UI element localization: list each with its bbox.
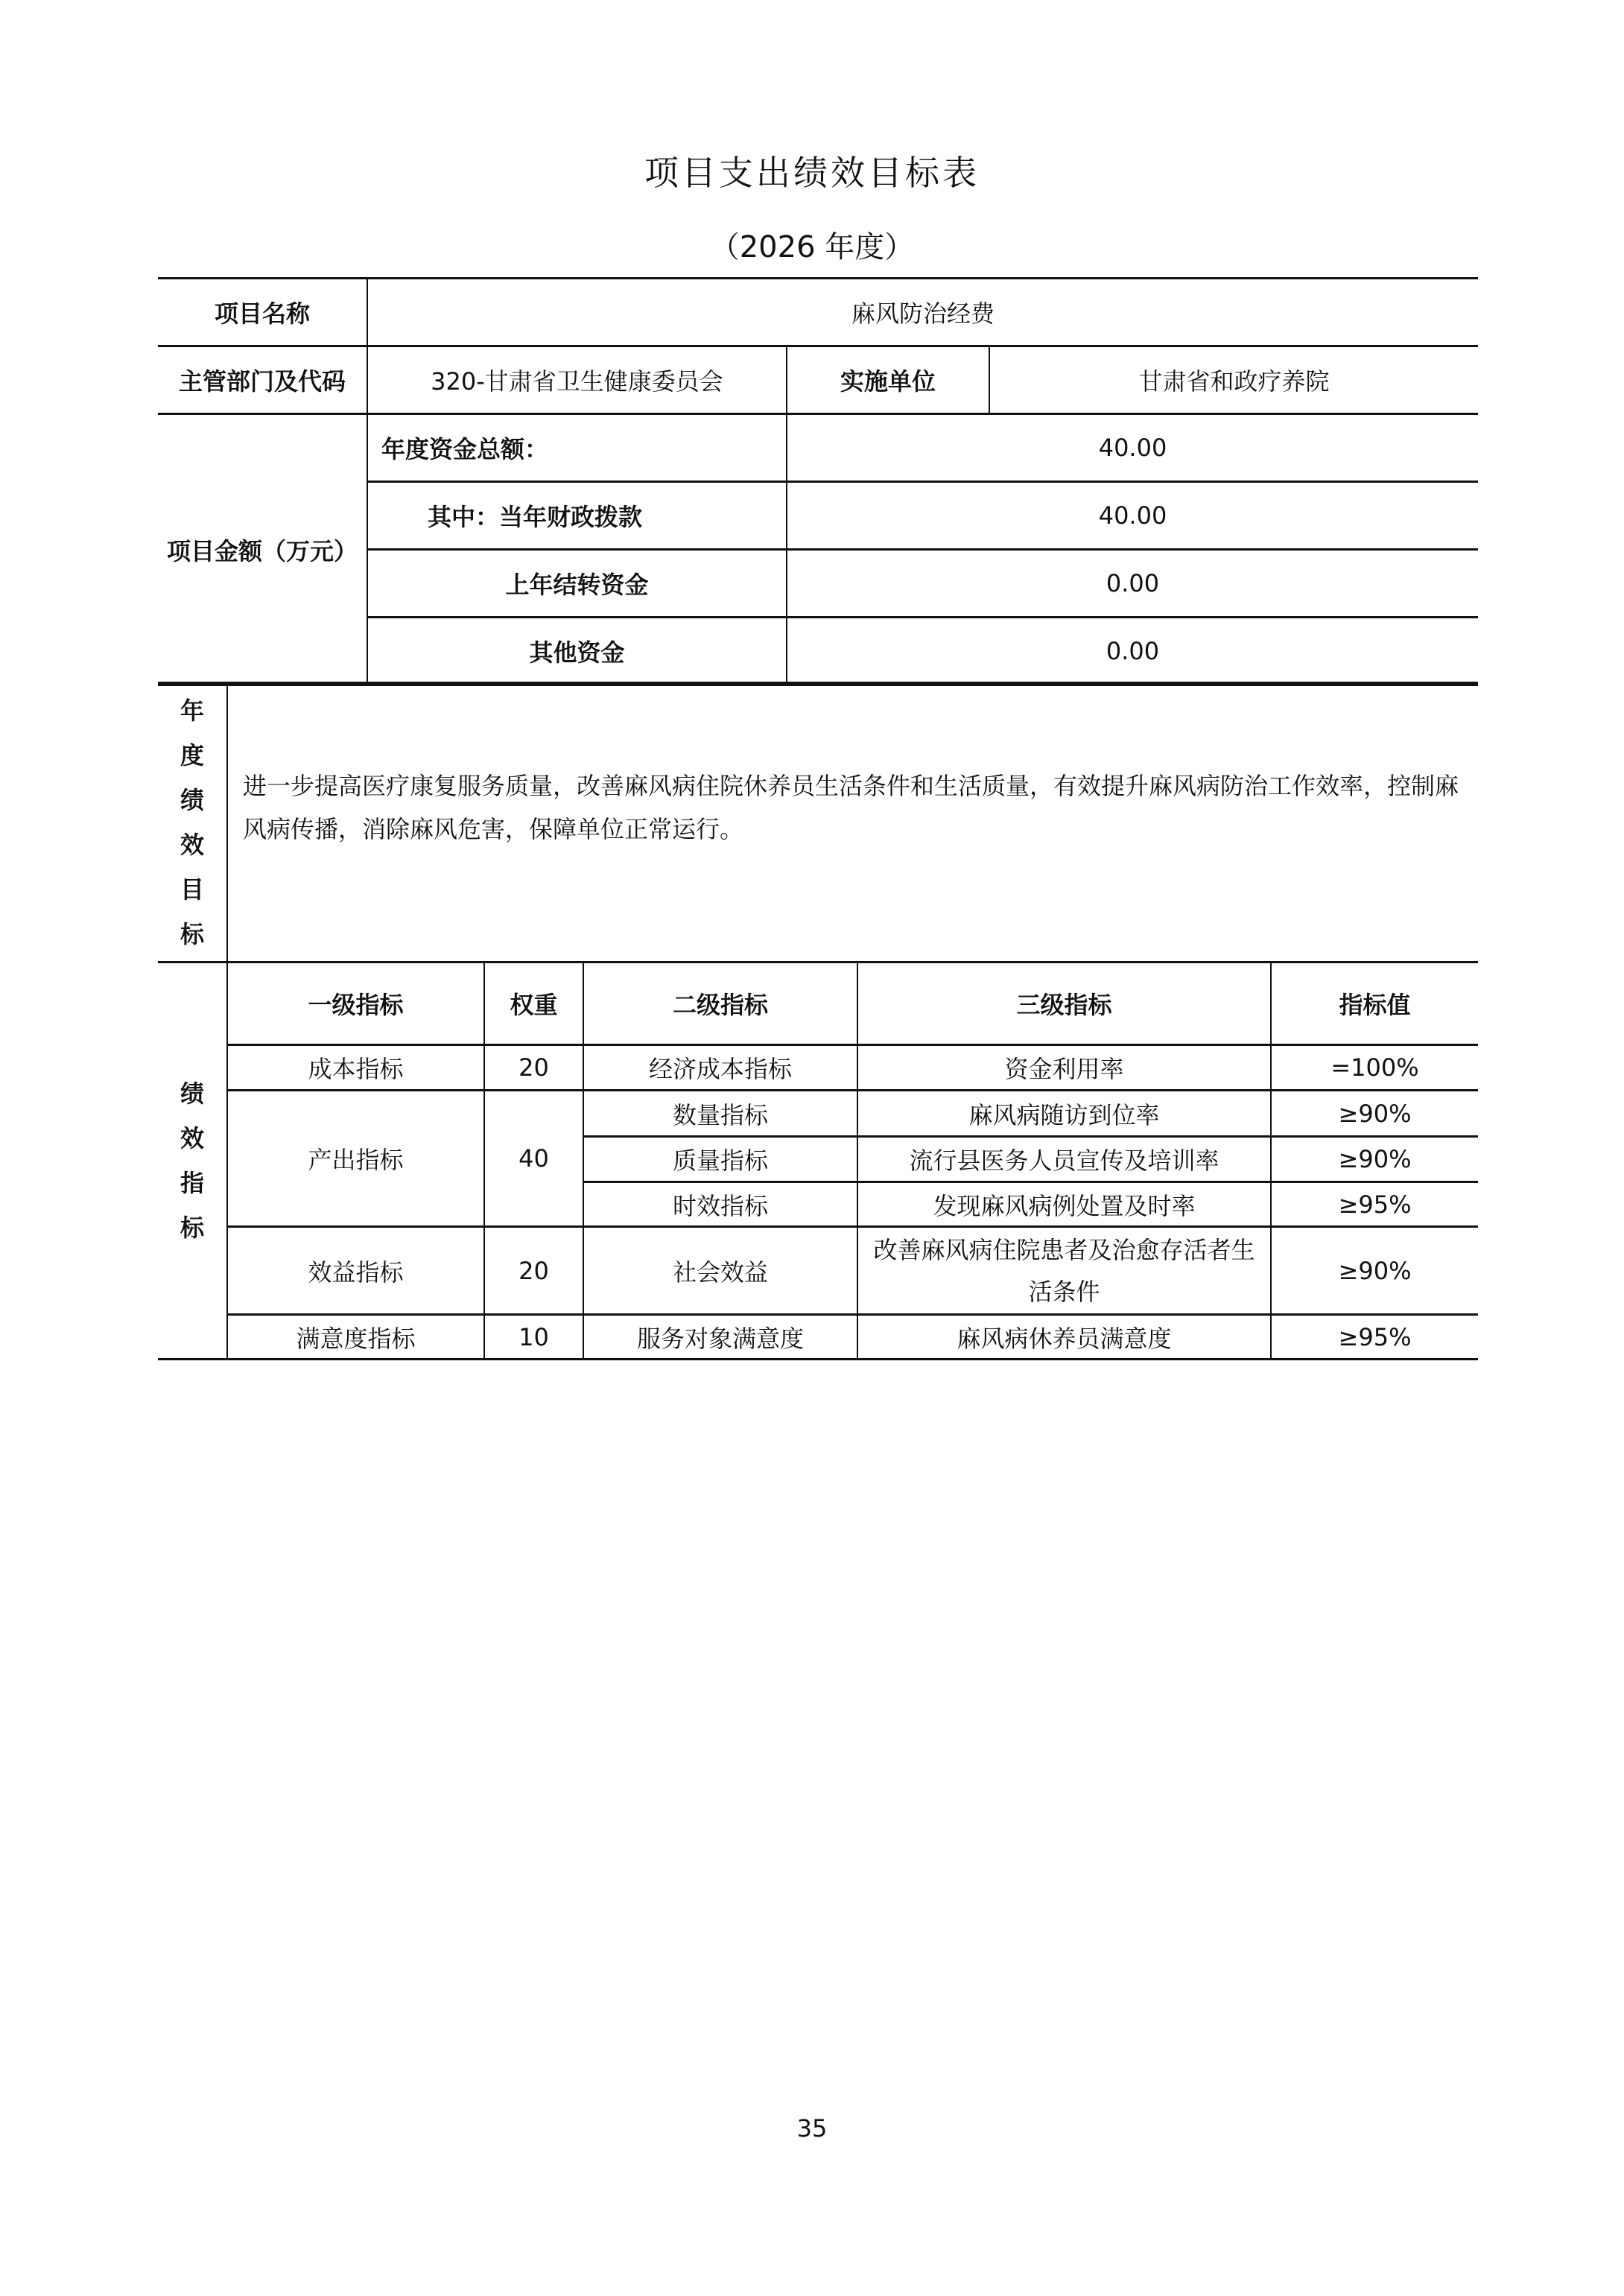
level3: 改善麻风病住院患者及治愈存活者生活条件 xyxy=(857,1227,1271,1315)
level3: 流行县医务人员宣传及培训率 xyxy=(857,1137,1271,1182)
level1-benefit: 效益指标 xyxy=(227,1227,484,1315)
level2: 数量指标 xyxy=(583,1091,857,1137)
indicator-value: ≥90% xyxy=(1271,1227,1478,1315)
project-name: 麻风防治经费 xyxy=(367,279,1478,346)
table-row xyxy=(158,1315,1478,1360)
goal-label-text: 年度绩效目标 xyxy=(180,697,204,948)
amount-carryover-label: 上年结转资金 xyxy=(367,550,787,618)
amount-other-label: 其他资金 xyxy=(367,618,787,685)
header-level1: 一级指标 xyxy=(227,963,484,1045)
indicators-label-text: 绩效指标 xyxy=(180,1079,204,1242)
project-info-table xyxy=(158,277,1478,686)
level3: 麻风病休养员满意度 xyxy=(857,1315,1271,1360)
page-title: 项目支出绩效目标表 xyxy=(644,153,980,193)
goal-text: 进一步提高医疗康复服务质量，改善麻风病住院休养员生活条件和生活质量，有效提升麻风病防治工作效率，控制麻风病传播，消除麻风危害，保障单位正常运行。 xyxy=(227,683,1478,963)
indicator-value: ≥90% xyxy=(1271,1137,1478,1182)
header-value: 指标值 xyxy=(1271,963,1478,1045)
amount-total-label: 年度资金总额： xyxy=(367,414,787,482)
table-row xyxy=(158,1227,1478,1315)
level2: 质量指标 xyxy=(583,1137,857,1182)
header-level3: 三级指标 xyxy=(857,963,1271,1045)
amount-other-value: 0.00 xyxy=(787,618,1478,685)
level1-satisfaction: 满意度指标 xyxy=(227,1315,484,1360)
table-row xyxy=(158,1045,1478,1091)
dept-label: 主管部门及代码 xyxy=(158,346,367,414)
performance-table xyxy=(158,682,1478,1360)
level3: 发现麻风病例处置及时率 xyxy=(857,1182,1271,1227)
level2: 经济成本指标 xyxy=(583,1045,857,1091)
header-weight: 权重 xyxy=(484,963,583,1045)
level2: 社会效益 xyxy=(583,1227,857,1315)
level1-output: 产出指标 xyxy=(227,1091,484,1227)
unit-value: 甘肃省和政疗养院 xyxy=(989,346,1478,414)
amount-label: 项目金额（万元） xyxy=(158,414,367,685)
indicator-value: =100% xyxy=(1271,1045,1478,1091)
level3: 资金利用率 xyxy=(857,1045,1271,1091)
indicators-label xyxy=(158,963,227,1360)
level1-cost: 成本指标 xyxy=(227,1045,484,1091)
amount-carryover-value: 0.00 xyxy=(787,550,1478,618)
project-name-label: 项目名称 xyxy=(158,279,367,346)
level2: 时效指标 xyxy=(583,1182,857,1227)
table-row xyxy=(158,1091,1478,1137)
level2: 服务对象满意度 xyxy=(583,1315,857,1360)
unit-label: 实施单位 xyxy=(787,346,989,414)
weight-output: 40 xyxy=(484,1091,583,1227)
amount-fiscal-value: 40.00 xyxy=(787,482,1478,550)
weight-cost: 20 xyxy=(484,1045,583,1091)
amount-fiscal-label: 其中：当年财政拨款 xyxy=(367,482,787,550)
indicator-value: ≥90% xyxy=(1271,1091,1478,1137)
level3: 麻风病随访到位率 xyxy=(857,1091,1271,1137)
goal-label xyxy=(158,683,227,963)
weight-satisfaction: 10 xyxy=(484,1315,583,1360)
dept-value: 320-甘肃省卫生健康委员会 xyxy=(367,346,787,414)
header-level2: 二级指标 xyxy=(583,963,857,1045)
indicator-value: ≥95% xyxy=(1271,1182,1478,1227)
page-number: 35 xyxy=(796,2114,828,2143)
page-subtitle: （2026 年度） xyxy=(709,230,915,264)
weight-benefit: 20 xyxy=(484,1227,583,1315)
amount-total-value: 40.00 xyxy=(787,414,1478,482)
indicator-value: ≥95% xyxy=(1271,1315,1478,1360)
